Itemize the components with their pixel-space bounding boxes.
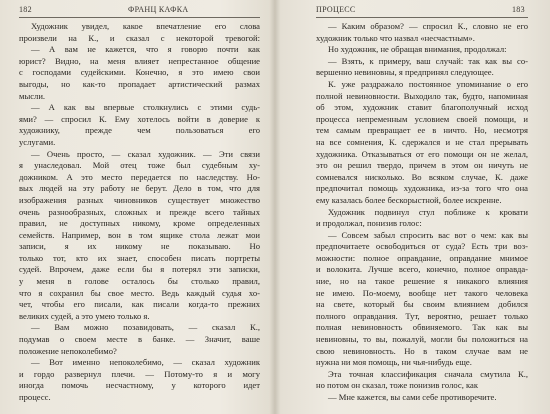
- text-line: художник только что назвал «несчастным».: [316, 32, 475, 43]
- text-line: процесс.: [19, 392, 51, 402]
- text-line: предпочитал помощь художника, из-за того что она: [316, 183, 528, 194]
- text-line: полная невиновность обвиняемого. Так как вы: [316, 322, 528, 333]
- text-line: записи, я их никому не показываю. Но: [19, 241, 260, 252]
- page-number-right: 183: [512, 5, 525, 14]
- text-line: иногда помочь несчастному, у которого идет: [19, 380, 260, 391]
- text-line: мысли.: [19, 90, 46, 101]
- text-line: — Взять, к примеру, ваш случай: так как вы со-: [328, 55, 528, 66]
- left-page: [0, 0, 274, 414]
- running-header-left: ФРАНЦ КАФКА: [128, 5, 189, 14]
- text-line: у меня в голове осталось бы столько правил,: [19, 276, 260, 287]
- text-line: ние, но на такое решение я никакого влияния: [316, 276, 528, 287]
- header-rule-left: [19, 17, 260, 18]
- text-line: судей. Впрочем, даже если бы я потерял эти записки,: [19, 264, 260, 275]
- text-line: предпочитаете освободиться от суда? Есть три воз-: [316, 241, 528, 252]
- left-page-text: [19, 21, 260, 404]
- text-line: полного оправдания. Тут, вероятно, решает только: [316, 310, 528, 321]
- text-line: произвели на К., и сказал с некоторой тревогой:: [19, 32, 260, 43]
- text-line: правил, не доступных никому, кроме определенных: [19, 218, 260, 229]
- text-line: художника. Отказываться от его помощи он не желал,: [316, 148, 528, 159]
- text-line: — Мне кажется, вы сами себе противоречите.: [328, 392, 497, 402]
- text-line: положение непоколебимо?: [19, 345, 117, 356]
- text-line: нужна ни моя помощь, ни чья-нибудь еще.: [316, 357, 472, 368]
- text-line: вых людей на эту работу не берут. Дело в том, что для: [19, 183, 260, 194]
- text-line: семейств. Например, вон в том ящике стола лежат мои: [19, 229, 260, 240]
- page-number-left: 182: [19, 5, 32, 14]
- text-line: но потом он сказал, тоже понизив голос, как: [316, 380, 479, 391]
- text-line: свою невиновность. Но в таком случае вам не: [316, 345, 528, 356]
- text-line: — Вам можно позавидовать, — сказал К.,: [31, 322, 260, 333]
- text-line: Художник увидел, какое впечатление его слова: [31, 21, 260, 31]
- text-line: и волокита. Лучше всего, конечно, полное оправда-: [316, 264, 528, 275]
- text-line: Эта точная классификация сначала смутила К.,: [328, 368, 528, 379]
- text-line: К. уже раздражало постоянное упоминание о его: [328, 78, 528, 89]
- text-line: художнику, прежде чем пользоваться его: [19, 125, 260, 136]
- header-rule-right: [316, 17, 528, 18]
- text-line: подумав о своем месте в банке. — Значит, ваше: [19, 334, 260, 345]
- text-line: на свете, который бы своим влиянием добился: [316, 299, 528, 310]
- running-header-right: ПРОЦЕСС: [316, 5, 356, 14]
- text-line: — А как вы впервые столкнулись с этими судь-: [31, 102, 260, 113]
- text-line: очень разнообразных, сложных и прежде всего тайных: [19, 206, 260, 217]
- text-line: — Очень просто, — сказал художник. — Эти связи: [31, 148, 260, 159]
- text-line: юрист? Видно, на меня влияет непрестанное общение: [19, 55, 260, 66]
- text-line: можности: полное оправдание, оправдание мнимое: [316, 252, 528, 263]
- text-line: вершенно невиновны, я предпринял следующее.: [316, 67, 494, 78]
- text-line: не имею. По-моему, вообще нет такого человека: [316, 287, 528, 298]
- text-line: с господами судейскими. Конечно, я это имею свои: [19, 67, 260, 78]
- text-line: и гордо развернул плечи. — Потому-то я и могу: [19, 368, 260, 379]
- text-line: процесса непременным условием своей помощи, и: [316, 113, 528, 124]
- text-line: и продолжал, понизив голос:: [316, 218, 422, 229]
- text-line: на все сомнения, К. сдержался и не стал прерывать: [316, 136, 528, 147]
- text-line: ями? — спросил К. Ему хотелось войти в доверие к: [19, 113, 260, 124]
- text-line: это он решил твердо, причем в этом он ничуть не: [316, 160, 528, 171]
- text-line: только тот, кто их знает, способен писать портреты: [19, 252, 260, 263]
- text-line: невиновны, то вы, пожалуй, могли бы положиться на: [316, 334, 528, 345]
- text-line: — Совсем забыл спросить вас вот о чем: как вы: [328, 229, 528, 240]
- text-line: что я сохранил бы свое место. Ведь каждый судья хо-: [19, 287, 260, 298]
- text-line: об этом, художник ставит благополучный исход: [316, 102, 528, 113]
- text-line: — Вот именно непоколебимо, — сказал художник: [31, 357, 260, 368]
- text-line: выгоды, но как-то пропадает артистический размах: [19, 78, 260, 89]
- text-line: — А вам не кажется, что я говорю почти как: [31, 44, 260, 55]
- text-line: я унаследовал. Мой отец тоже был судебным ху-: [19, 160, 260, 171]
- text-line: сомневался нисколько. Во всяком случае, К. даже: [316, 171, 528, 182]
- text-line: ему казалась более бескорыстной, более искренне.: [316, 194, 502, 205]
- text-line: услугами.: [19, 136, 56, 147]
- right-page-text: [316, 21, 528, 404]
- text-line: чет, чтобы его писали, как писали когда-то прежних: [19, 299, 260, 310]
- text-line: тем самым превращает ее в ничто. Но, несмотря: [316, 125, 528, 136]
- right-page: [277, 0, 550, 414]
- text-line: Художник подвинул стул поближе к кровати: [328, 206, 528, 217]
- text-line: полной невиновности. Выходило так, будто, напоминая: [316, 90, 528, 101]
- text-line: Но художник, не обращая внимания, продолжал:: [328, 44, 507, 55]
- text-line: дожником. А это место передается по наследству. Но-: [19, 171, 260, 182]
- text-line: великих судей, а это умею только я.: [19, 310, 150, 321]
- text-line: — Каким образом? — спросил К., словно не его: [328, 21, 528, 31]
- text-line: изображения разных чиновников существует множество: [19, 194, 260, 205]
